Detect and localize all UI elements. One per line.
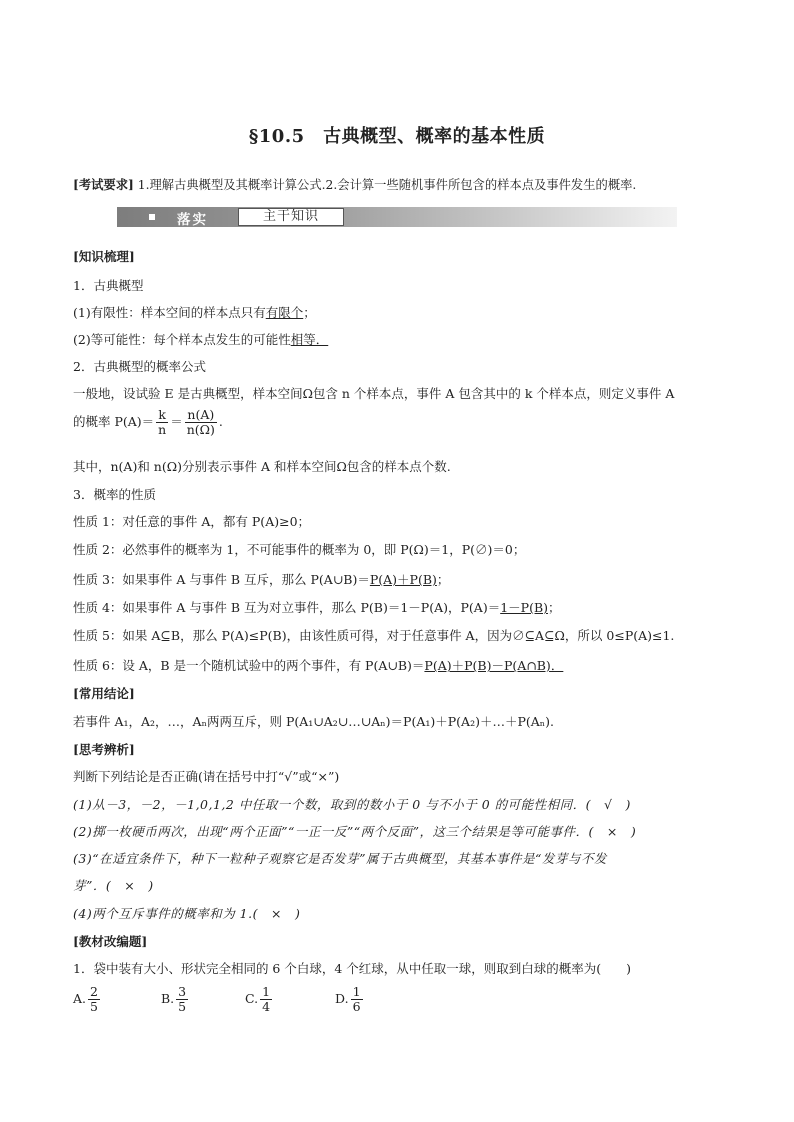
option-b <box>161 985 190 1014</box>
judge-intro: 判断下列结论是否正确(请在括号中打“√”或“×”) <box>73 769 340 784</box>
judge-item-3-line2: 芽”．( × ) <box>73 878 154 893</box>
option-label: D. <box>335 991 349 1006</box>
fraction-k-over-n <box>156 408 168 437</box>
requirements-text: 1.理解古典概型及其概率计算公式.2.会计算一些随机事件所包含的样本点及事件发生的概率. <box>137 178 637 192</box>
k1-line2-text: (2)等可能性：每个样本点发生的可能性 <box>73 332 291 347</box>
section-heading-knowledge: [知识梳理] <box>73 249 135 264</box>
requirements-label: [考试要求] <box>73 177 134 192</box>
banner-right-label: 主干知识 <box>238 208 344 226</box>
banner-left-label: 落实 <box>177 212 208 228</box>
judge-item-1: (1)从－3，－2，－1,0,1,2 中任取一个数，取到的数小于 0 与不小于 0 的可能性相同．( √ ) <box>73 797 631 812</box>
formula-prefix: 的概率 P(A)＝ <box>73 414 155 429</box>
fraction-denominator: 4 <box>262 999 271 1014</box>
option-d <box>335 985 365 1014</box>
conclusion-text: 若事件 A₁，A₂，…，Aₙ两两互斥，则 P(A₁∪A₂∪…∪Aₙ)＝P(A₁)＋P(A₂)＋…＋P(Aₙ). <box>73 714 555 729</box>
exam-requirements <box>73 175 636 193</box>
fraction-numerator: 1 <box>262 984 271 999</box>
option-fraction <box>351 985 363 1014</box>
fraction-denominator: 5 <box>90 999 98 1014</box>
property-4 <box>73 598 561 616</box>
property-3-text: 性质 3：如果事件 A 与事件 B 互斥，那么 P(A∪B)＝ <box>73 572 370 587</box>
fraction-numerator: k <box>156 408 168 423</box>
section-heading-judgement: [思考辨析] <box>73 742 135 757</box>
property-4-end: ； <box>548 600 561 615</box>
property-6 <box>73 656 563 674</box>
k1-line1-answer: 有限个 <box>265 305 304 320</box>
option-label: A. <box>73 991 87 1006</box>
judge-item-2: (2)掷一枚硬币两次，出现“两个正面”“一正一反”“两个反面”，这三个结果是等可能事件．( × ) <box>73 824 637 839</box>
fraction-numerator: 1 <box>352 984 361 999</box>
option-label: C. <box>245 991 259 1006</box>
option-a <box>73 985 102 1014</box>
option-label: B. <box>161 991 175 1006</box>
section-banner <box>117 207 677 227</box>
property-5: 性质 5：如果 A⊆B，那么 P(A)≤P(B)，由该性质可得，对于任意事件 A，因为∅⊆A⊆Ω，所以 0≤P(A)≤1. <box>73 628 675 643</box>
option-fraction <box>176 985 188 1014</box>
property-3 <box>73 570 449 588</box>
k1-line2-answer: 相等． <box>290 332 329 347</box>
formula-equals: ＝ <box>170 414 183 429</box>
k1-line1-text: (1)有限性：样本空间的样本点只有 <box>73 305 266 320</box>
fraction-denominator: n <box>158 422 167 437</box>
k3-heading: 3．概率的性质 <box>73 487 156 502</box>
k2-heading: 2．古典概型的概率公式 <box>73 359 206 374</box>
banner-square-icon <box>149 214 155 220</box>
fraction-numerator: 2 <box>90 984 98 999</box>
option-fraction <box>260 985 272 1014</box>
judge-item-3-line1: (3)“在适宜条件下，种下一粒种子观察它是否发芽”属于古典概型，其基本事件是“发芽与不发 <box>73 851 607 866</box>
page-title: §10.5 古典概型、概率的基本性质 <box>248 126 546 147</box>
section-heading-conclusions: [常用结论] <box>73 686 135 701</box>
section-heading-exercise: [教材改编题] <box>73 934 148 949</box>
option-c <box>245 985 274 1014</box>
k2-line3: 其中，n(A)和 n(Ω)分别表示事件 A 和样本空间Ω包含的样本点个数. <box>73 459 451 474</box>
property-3-answer: P(A)＋P(B) <box>369 572 437 587</box>
k1-line2 <box>73 330 328 348</box>
k2-formula-line <box>73 408 223 437</box>
fraction-denominator: 5 <box>178 999 187 1014</box>
formula-end: . <box>218 414 223 429</box>
property-3-end: ； <box>436 572 450 587</box>
k1-line1 <box>73 303 316 321</box>
property-4-text: 性质 4：如果事件 A 与事件 B 互为对立事件，那么 P(B)＝1－P(A)，P(A)＝ <box>73 600 501 615</box>
property-6-answer: P(A)＋P(B)－P(A∩B)． <box>424 658 564 673</box>
property-2: 性质 2：必然事件的概率为 1，不可能事件的概率为 0，即 P(Ω)＝1，P(∅)＝0； <box>73 542 526 557</box>
judge-item-4: (4)两个互斥事件的概率和为 1.( × ) <box>73 906 301 921</box>
fraction-numerator: 3 <box>178 984 187 999</box>
option-fraction <box>88 985 100 1014</box>
property-4-answer: 1－P(B) <box>500 600 549 615</box>
fraction-nA-over-nOmega <box>185 408 217 437</box>
k1-heading: 1．古典概型 <box>73 278 144 293</box>
exercise-question: 1．袋中装有大小、形状完全相同的 6 个白球，4 个红球，从中任取一球，则取到白球的概率为( ) <box>73 961 632 976</box>
property-6-text: 性质 6：设 A，B 是一个随机试验中的两个事件，有 P(A∪B)＝ <box>73 658 425 673</box>
fraction-numerator: n(A) <box>185 408 217 423</box>
fraction-denominator: 6 <box>352 999 361 1014</box>
k2-line1: 一般地，设试验 E 是古典概型，样本空间Ω包含 n 个样本点，事件 A 包含其中的 k 个样本点，则定义事件 A <box>73 386 675 401</box>
fraction-denominator: n(Ω) <box>186 422 215 437</box>
k1-line1-end: ； <box>303 305 316 320</box>
property-1: 性质 1：对任意的事件 A，都有 P(A)≥0； <box>73 514 311 529</box>
